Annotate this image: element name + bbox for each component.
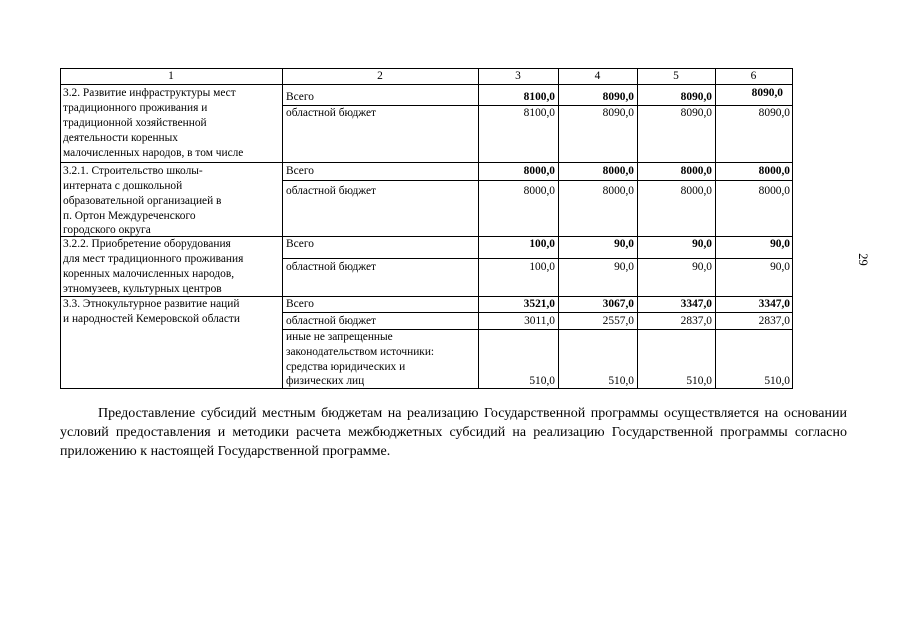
value-cell: 8100,0	[523, 107, 555, 119]
value-cell: 8000,0	[758, 165, 790, 177]
value-cell: 3347,0	[680, 298, 712, 310]
value-cell: 8090,0	[751, 87, 783, 99]
sub-label-line: иные не запрещенные	[286, 331, 393, 343]
value-cell: 510,0	[529, 375, 555, 387]
table-border	[282, 258, 793, 259]
value-cell: 8090,0	[680, 91, 712, 103]
sub-label: Всего	[286, 91, 314, 103]
value-cell: 2557,0	[602, 315, 634, 327]
value-cell: 3011,0	[524, 315, 555, 327]
value-cell: 3067,0	[602, 298, 634, 310]
sub-label: областной бюджет	[286, 185, 376, 197]
table-border	[792, 68, 793, 389]
value-cell: 90,0	[692, 261, 712, 273]
row-name-line: 3.2.2. Приобретение оборудования	[63, 238, 231, 250]
sub-label-line: средства юридических и	[286, 361, 406, 373]
value-cell: 90,0	[770, 261, 790, 273]
body-paragraph: Предоставление субсидий местным бюджетам на реализацию Государственной программы осуществляется на основании условий предоставления и методики расчета межбюджетных субсидий на реализацию Государственной программы согласно приложению к настоящей Государственной программе.	[60, 406, 847, 459]
row-name-line: деятельности коренных	[63, 132, 178, 144]
value-cell: 510,0	[608, 375, 634, 387]
table-border	[60, 68, 61, 389]
value-cell: 90,0	[692, 238, 712, 250]
sub-label-line: физических лиц	[286, 375, 365, 387]
budget-table	[60, 68, 793, 389]
table-border	[60, 84, 793, 85]
page-number: 29	[855, 253, 870, 266]
row-name-line: коренных малочисленных народов,	[63, 268, 235, 280]
sub-label-line: законодательством источники:	[286, 346, 435, 358]
row-name-line: городского округа	[63, 224, 151, 236]
row-name-line: п. Ортон Междуреченского	[63, 210, 196, 222]
value-cell: 8090,0	[602, 91, 634, 103]
header-cell: 4	[594, 70, 601, 82]
row-name-line: интерната с дошкольной	[63, 180, 183, 192]
row-name-line: для мест традиционного проживания	[63, 253, 244, 265]
sub-label: Всего	[286, 238, 314, 250]
value-cell: 8100,0	[523, 91, 555, 103]
header-cell: 6	[750, 70, 757, 82]
table-border	[282, 312, 793, 313]
value-cell: 100,0	[529, 261, 555, 273]
value-cell: 8000,0	[680, 165, 712, 177]
header-cell: 3	[515, 70, 521, 82]
row-name-line: традиционной хозяйственной	[63, 117, 207, 129]
value-cell: 8000,0	[758, 185, 790, 197]
value-cell: 8000,0	[523, 185, 555, 197]
sub-label: областной бюджет	[286, 107, 376, 119]
value-cell: 510,0	[764, 375, 790, 387]
value-cell: 510,0	[686, 375, 712, 387]
table-border	[282, 68, 283, 389]
row-name-line: традиционного проживания и	[63, 102, 208, 114]
header-cell: 2	[377, 70, 383, 82]
header-cell: 5	[673, 70, 679, 82]
row-name-line: 3.3. Этнокультурное развитие наций	[63, 298, 240, 310]
value-cell: 8000,0	[602, 185, 634, 197]
value-cell: 2837,0	[758, 315, 790, 327]
sub-label: Всего	[286, 165, 314, 177]
value-cell: 2837,0	[680, 315, 712, 327]
value-cell: 8000,0	[602, 165, 634, 177]
table-border	[60, 162, 793, 163]
sub-label: областной бюджет	[286, 315, 376, 327]
value-cell: 3347,0	[758, 298, 790, 310]
value-cell: 100,0	[529, 238, 555, 250]
row-name-line: 3.2. Развитие инфраструктуры мест	[63, 87, 236, 99]
row-name-line: малочисленных народов, в том числе	[63, 147, 244, 159]
value-cell: 3521,0	[523, 298, 555, 310]
table-border	[282, 180, 793, 181]
value-cell: 90,0	[614, 261, 634, 273]
value-cell: 8090,0	[680, 107, 712, 119]
sub-label: Всего	[286, 298, 314, 310]
value-cell: 8090,0	[602, 107, 634, 119]
row-name-line: этномузеев, культурных центров	[63, 283, 222, 295]
row-name-line: образовательной организацией в	[63, 195, 222, 207]
row-name-line: 3.2.1. Строительство школы-	[63, 165, 203, 177]
row-name-line: и народностей Кемеровской области	[63, 313, 240, 325]
value-cell: 8000,0	[523, 165, 555, 177]
sub-label: областной бюджет	[286, 261, 376, 273]
value-cell: 90,0	[770, 238, 790, 250]
value-cell: 8090,0	[758, 107, 790, 119]
header-cell: 1	[168, 70, 174, 82]
value-cell: 90,0	[614, 238, 634, 250]
value-cell: 8000,0	[680, 185, 712, 197]
